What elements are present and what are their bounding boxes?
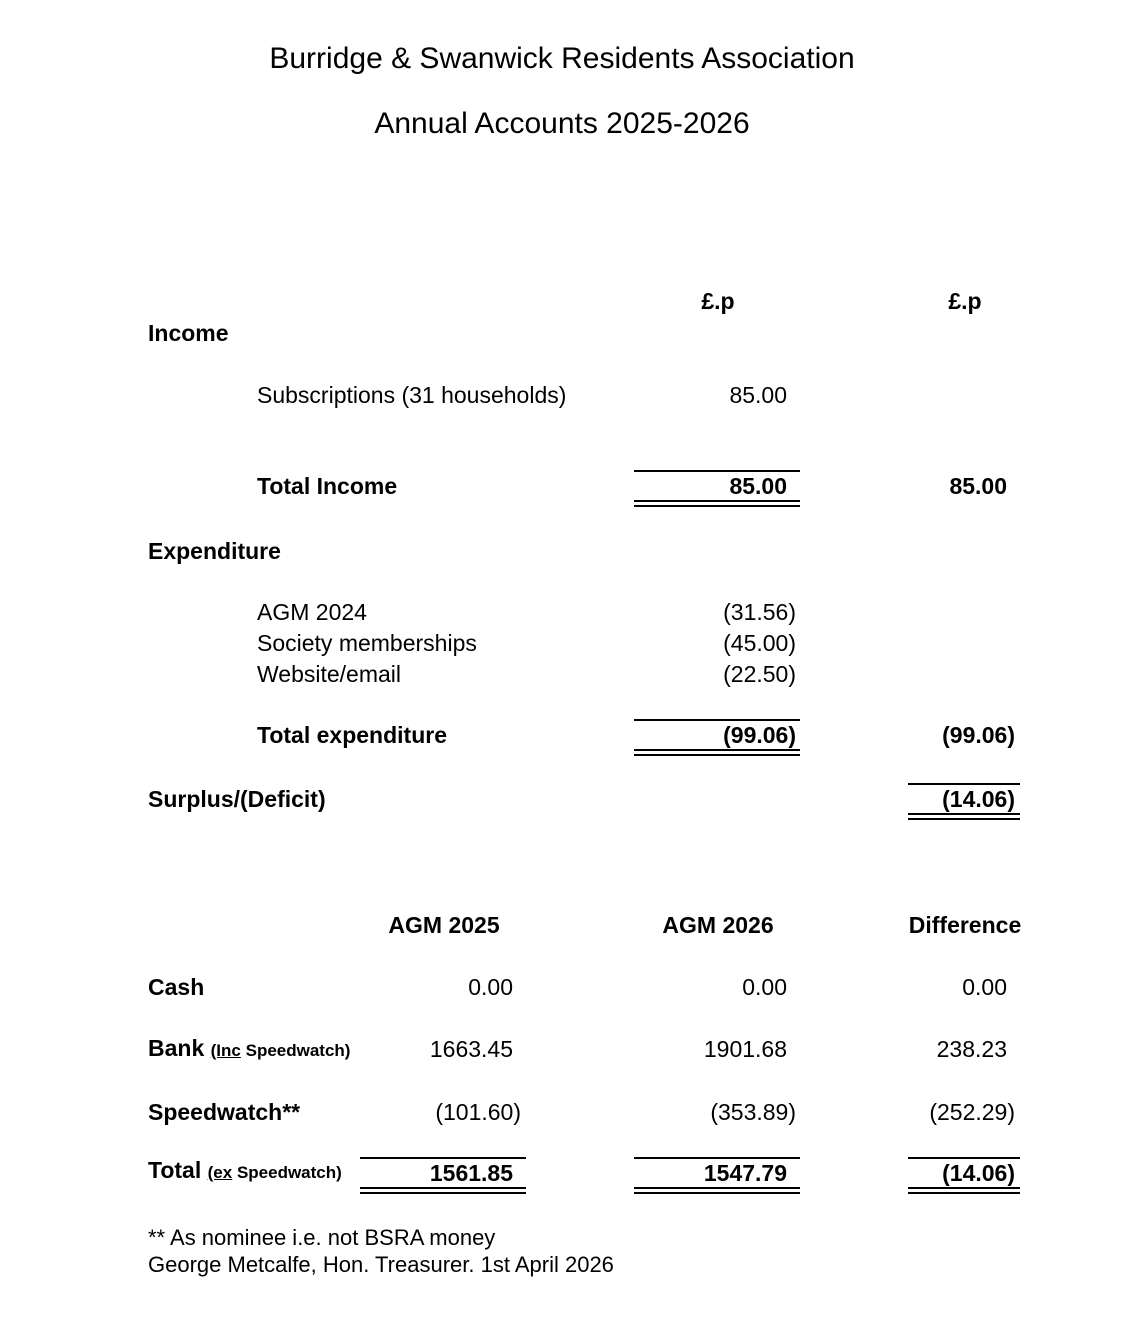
- total-label-group: [148, 1159, 342, 1182]
- speedwatch-label: Speedwatch**: [148, 1099, 301, 1125]
- total-income-double-rule: [634, 500, 800, 507]
- income-item-label: Subscriptions (31 households): [257, 382, 567, 408]
- treasurer-signature-line: George Metcalfe, Hon. Treasurer. 1st April 2026: [148, 1252, 614, 1277]
- total-label: Total: [148, 1157, 202, 1183]
- expenditure-item-amount: (45.00): [723, 630, 796, 656]
- bank-note: [211, 1041, 351, 1060]
- total-agm2026: 1547.79: [703, 1160, 787, 1186]
- cash-agm2026: 0.00: [742, 974, 787, 1000]
- total-difference-double-rule: [908, 1187, 1020, 1194]
- balances-header-difference: Difference: [908, 912, 1022, 938]
- surplus-double-rule: [908, 813, 1020, 820]
- footnote: ** As nominee i.e. not BSRA money: [148, 1225, 496, 1250]
- bank-difference: 238.23: [936, 1036, 1007, 1062]
- total-income-amount: 85.00: [729, 473, 787, 499]
- expenditure-item-amount: (22.50): [723, 661, 796, 687]
- bank-note-rest: Speedwatch): [245, 1041, 351, 1060]
- speedwatch-agm2026: (353.89): [710, 1099, 796, 1125]
- income-heading: Income: [148, 320, 229, 346]
- organization-name: Burridge & Swanwick Residents Association: [269, 42, 855, 75]
- speedwatch-agm2025: (101.60): [435, 1099, 521, 1125]
- total-agm2026-top-rule: [634, 1157, 800, 1159]
- total-note-rest: Speedwatch): [236, 1163, 342, 1182]
- total-agm2025-double-rule: [360, 1187, 526, 1194]
- total-note: [208, 1163, 342, 1182]
- total-expenditure-top-rule: [634, 719, 800, 721]
- total-agm2026-double-rule: [634, 1187, 800, 1194]
- total-expenditure-double-rule: [634, 749, 800, 756]
- surplus-top-rule: [908, 783, 1020, 785]
- total-income-top-rule: [634, 470, 800, 472]
- total-difference: (14.06): [942, 1160, 1015, 1186]
- currency-header-2: £.p: [948, 288, 982, 314]
- balances-header-agm2025: AGM 2025: [388, 912, 500, 938]
- bank-agm2026: 1901.68: [703, 1036, 787, 1062]
- total-income-label: Total Income: [257, 473, 398, 499]
- cash-difference: 0.00: [962, 974, 1007, 1000]
- surplus-amount: (14.06): [942, 786, 1015, 812]
- surplus-label: Surplus/(Deficit): [148, 786, 326, 812]
- total-expenditure-summary: (99.06): [942, 722, 1015, 748]
- bank-label-group: [148, 1037, 350, 1060]
- total-expenditure-amount: (99.06): [723, 722, 796, 748]
- currency-header-1: £.p: [701, 288, 735, 314]
- balances-header-agm2026: AGM 2026: [662, 912, 774, 938]
- speedwatch-difference: (252.29): [929, 1099, 1015, 1125]
- bank-agm2025: 1663.45: [429, 1036, 513, 1062]
- expenditure-item-amount: (31.56): [723, 599, 796, 625]
- income-item-amount: 85.00: [729, 382, 787, 408]
- total-agm2025: 1561.85: [429, 1160, 513, 1186]
- bank-note-word: (Inc: [210, 1041, 241, 1060]
- expenditure-heading: Expenditure: [148, 538, 281, 564]
- bank-label: Bank: [148, 1035, 205, 1061]
- total-agm2025-top-rule: [360, 1157, 526, 1159]
- cash-label: Cash: [148, 974, 205, 1000]
- total-note-word: (ex: [207, 1163, 233, 1182]
- expenditure-item-label: AGM 2024: [257, 599, 367, 625]
- expenditure-item-label: Society memberships: [257, 630, 477, 656]
- total-income-summary: 85.00: [949, 473, 1007, 499]
- expenditure-item-label: Website/email: [257, 661, 402, 687]
- total-expenditure-label: Total expenditure: [257, 722, 447, 748]
- cash-agm2025: 0.00: [468, 974, 513, 1000]
- total-difference-top-rule: [908, 1157, 1020, 1159]
- document-title: Annual Accounts 2025-2026: [374, 107, 750, 140]
